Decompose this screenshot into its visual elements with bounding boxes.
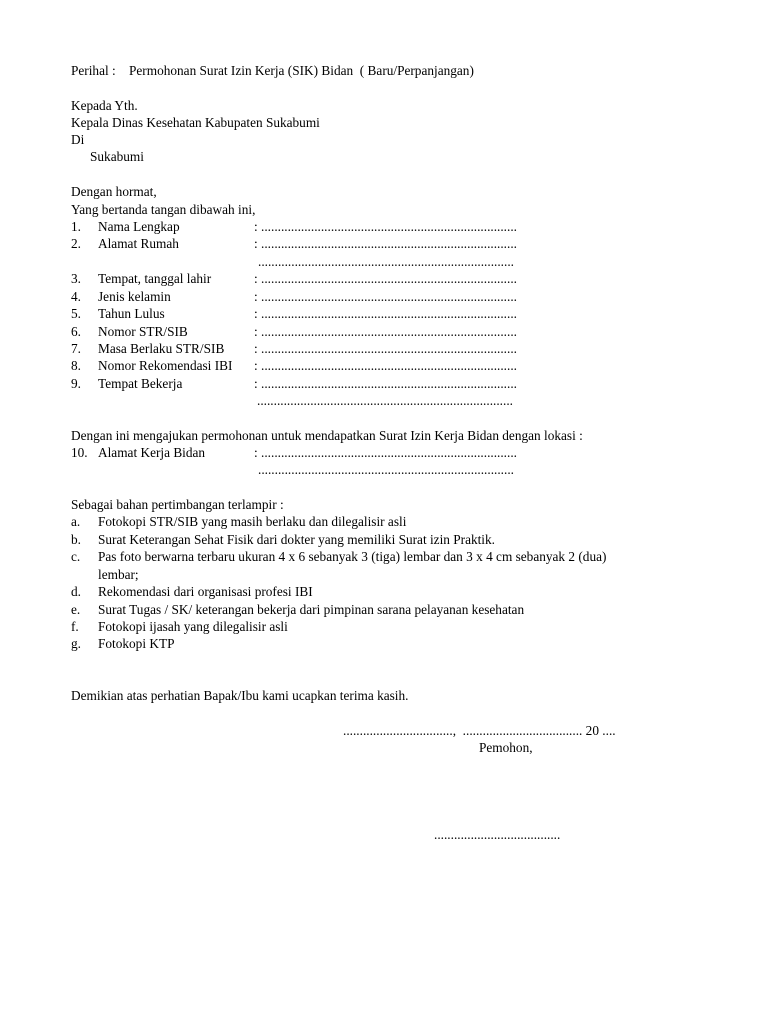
field-blank-nomor-rekomendasi: : ............................................................................. (254, 358, 517, 373)
field-label-jenis-kelamin: Jenis kelamin (98, 289, 171, 304)
recipient-line-1: Kepada Yth. (71, 98, 138, 113)
field-number: 10. (71, 445, 88, 460)
subject-label: Perihal : (71, 63, 116, 78)
field-label-tahun-lulus: Tahun Lulus (98, 306, 165, 321)
field-blank-alamat-rumah: : ............................................................................. (254, 236, 517, 251)
attachment-item: Fotokopi ijasah yang dilegalisir asli (98, 619, 288, 634)
field-number: 7. (71, 341, 81, 356)
attachment-item: Pas foto berwarna terbaru ukuran 4 x 6 sebanyak 3 (tiga) lembar dan 3 x 4 cm sebanyak 2 (dua) (98, 549, 607, 564)
field-blank-tempat-bekerja: : ............................................................................. (254, 376, 517, 391)
attachment-letter: c. (71, 549, 81, 564)
field-blank-tahun-lulus: : ............................................................................. (254, 306, 517, 321)
field-number: 9. (71, 376, 81, 391)
field-number: 6. (71, 324, 81, 339)
field-label-nomor-rekomendasi: Nomor Rekomendasi IBI (98, 358, 233, 373)
place-date-line: ................................., .................................... 20 .... (343, 723, 616, 738)
attachment-letter: b. (71, 532, 81, 547)
field-number: 3. (71, 271, 81, 286)
attachment-letter: f. (71, 619, 79, 634)
field-label-nomor-str-sib: Nomor STR/SIB (98, 324, 188, 339)
field-blank-nomor-str-sib: : ............................................................................. (254, 324, 517, 339)
salutation: Dengan hormat, (71, 184, 157, 199)
field-blank-jenis-kelamin: : ............................................................................. (254, 289, 517, 304)
closing-text: Demikian atas perhatian Bapak/Ibu kami ucapkan terima kasih. (71, 688, 409, 703)
attachment-item-continuation: lembar; (98, 567, 139, 582)
attachment-item: Fotokopi STR/SIB yang masih berlaku dan dilegalisir asli (98, 514, 407, 529)
attachment-letter: g. (71, 636, 81, 651)
field-number: 5. (71, 306, 81, 321)
field-label-masa-berlaku: Masa Berlaku STR/SIB (98, 341, 225, 356)
applicant-label: Pemohon, (479, 740, 533, 755)
attachment-letter: e. (71, 602, 81, 617)
attachment-item: Surat Tugas / SK/ keterangan bekerja dari pimpinan sarana pelayanan kesehatan (98, 602, 525, 617)
field-label-alamat-kerja-bidan: Alamat Kerja Bidan (98, 445, 206, 460)
field-blank-tempat-bekerja-line-2: ............................................................................. (257, 393, 513, 408)
field-number: 1. (71, 219, 81, 234)
field-label-tempat-tanggal-lahir: Tempat, tanggal lahir (98, 271, 212, 286)
field-blank-tempat-tanggal-lahir: : ............................................................................. (254, 271, 517, 286)
recipient-line-4: Sukabumi (90, 149, 144, 164)
field-blank-nama-lengkap: : ............................................................................. (254, 219, 517, 234)
field-number: 2. (71, 236, 81, 251)
attachments-intro: Sebagai bahan pertimbangan terlampir : (71, 497, 284, 512)
application-statement: Dengan ini mengajukan permohonan untuk mendapatkan Surat Izin Kerja Bidan dengan lokasi : (71, 428, 583, 443)
field-number: 8. (71, 358, 81, 373)
field-blank-alamat-rumah-line-2: ............................................................................. (258, 254, 514, 269)
field-blank-masa-berlaku: : ............................................................................. (254, 341, 517, 356)
field-blank-alamat-kerja-bidan: : ............................................................................. (254, 445, 517, 460)
field-label-nama-lengkap: Nama Lengkap (98, 219, 180, 234)
signature-line: ...................................... (434, 827, 561, 842)
field-label-alamat-rumah: Alamat Rumah (98, 236, 179, 251)
attachment-item: Surat Keterangan Sehat Fisik dari dokter yang memiliki Surat izin Praktik. (98, 532, 495, 547)
recipient-line-2: Kepala Dinas Kesehatan Kabupaten Sukabumi (71, 115, 320, 130)
attachment-letter: d. (71, 584, 81, 599)
attachment-item: Rekomendasi dari organisasi profesi IBI (98, 584, 313, 599)
intro-text: Yang bertanda tangan dibawah ini, (71, 202, 256, 217)
field-number: 4. (71, 289, 81, 304)
attachment-letter: a. (71, 514, 81, 529)
field-blank-alamat-kerja-bidan-line-2: ............................................................................. (258, 462, 514, 477)
recipient-line-3: Di (71, 132, 85, 147)
attachment-item: Fotokopi KTP (98, 636, 175, 651)
subject-text: Permohonan Surat Izin Kerja (SIK) Bidan ( Baru/Perpanjangan) (129, 63, 474, 78)
field-label-tempat-bekerja: Tempat Bekerja (98, 376, 183, 391)
